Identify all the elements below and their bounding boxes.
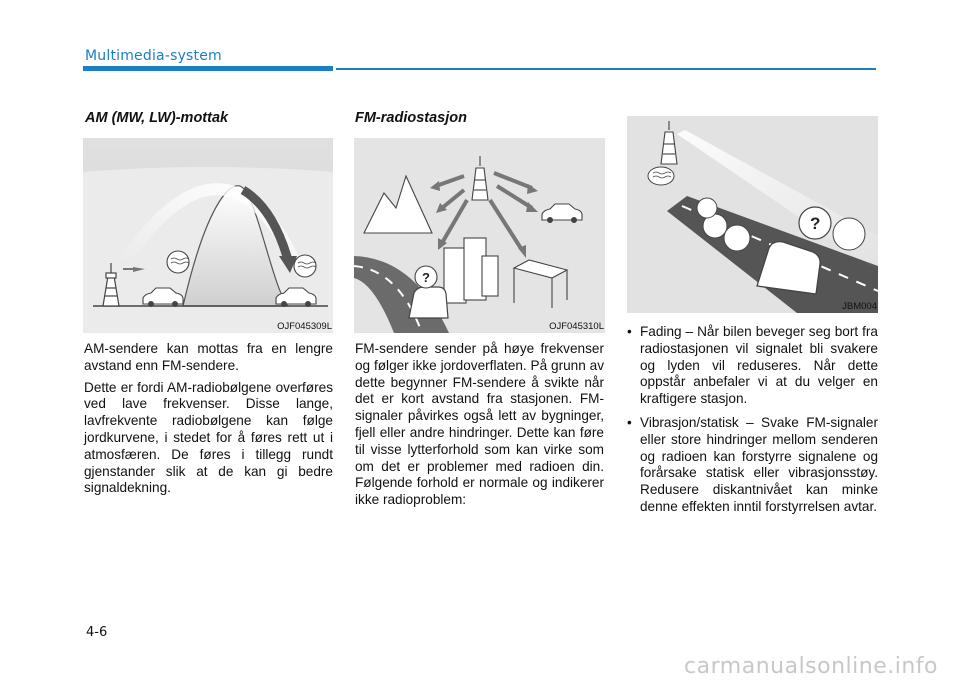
- bullet-vibration: [626, 415, 878, 516]
- am-figure-caption: OJF045309L: [277, 321, 332, 332]
- am-paragraph-1: AM-sendere kan mottas fra en lengre avstand enn FM-sendere.: [84, 341, 333, 373]
- fm-figure: [354, 138, 605, 333]
- right-bullet-list: [626, 324, 878, 523]
- fading-figure-caption: JBM004: [842, 301, 877, 312]
- am-heading: AM (MW, LW)-mottak: [85, 110, 229, 126]
- header-rule-thin: [336, 68, 876, 70]
- fm-heading: FM-radiostasjon: [355, 110, 467, 126]
- fm-paragraph-1: FM-sendere sender på høye frekvenser og følger ikke jordoverflaten. På grunn av dette begynner FM-sendere å svikte når det er kort avstand fra stasjonen. FM-signaler påvirkes også lett av bygninger, fjell eller andre hindringer. Dette kan føre til visse lytterforhold som kan virke som om det er problemer med radioen din. Følgende forhold er normale og indikerer ikke radioproblem:: [355, 341, 604, 508]
- bullet-glyph: •: [627, 324, 632, 339]
- am-body: [84, 341, 333, 502]
- fm-body: [355, 341, 604, 514]
- bullet-fading: [626, 324, 878, 408]
- bullet-vibration-text: Vibrasjon/statisk – Svake FM-signaler eller store hindringer mellom senderen og radioen kan forstyrre signalene og forårsake statisk eller vibrasjonsstøy. Redusere diskantnivået kan minke denne effekten inntil forstyrrelsen avtar.: [640, 414, 878, 514]
- fm-figure-caption: OJF045310L: [549, 321, 604, 332]
- fm-figure-question-mark: ?: [422, 270, 430, 285]
- bullet-glyph: •: [627, 414, 632, 430]
- page-number: 4-6: [86, 625, 108, 640]
- watermark[interactable]: carmanualsonline.info: [684, 654, 938, 679]
- am-paragraph-2: Dette er fordi AM-radiobølgene overføres ved lave frekvenser. Disse lange, lavfrekvente radiobølgene kan følge jordkurvene, i stedet for å føres rett ut i atmosfæren. De føres i tillegg rundt gjenstander slik at de kan gi bedre signaldekning.: [84, 379, 333, 496]
- section-title: Multimedia-system: [85, 48, 222, 64]
- fading-figure: [627, 116, 878, 313]
- bullet-fading-text: Fading – Når bilen beveger seg bort fra radiostasjonen vil signalet bli svakere og lyden vil reduseres. Når dette oppstår anbefaler vi at du velger en kraftigere stasjon.: [640, 324, 878, 407]
- am-figure: [83, 138, 333, 333]
- header-rule-thick: [83, 66, 333, 71]
- fading-figure-question-mark: ?: [810, 214, 821, 233]
